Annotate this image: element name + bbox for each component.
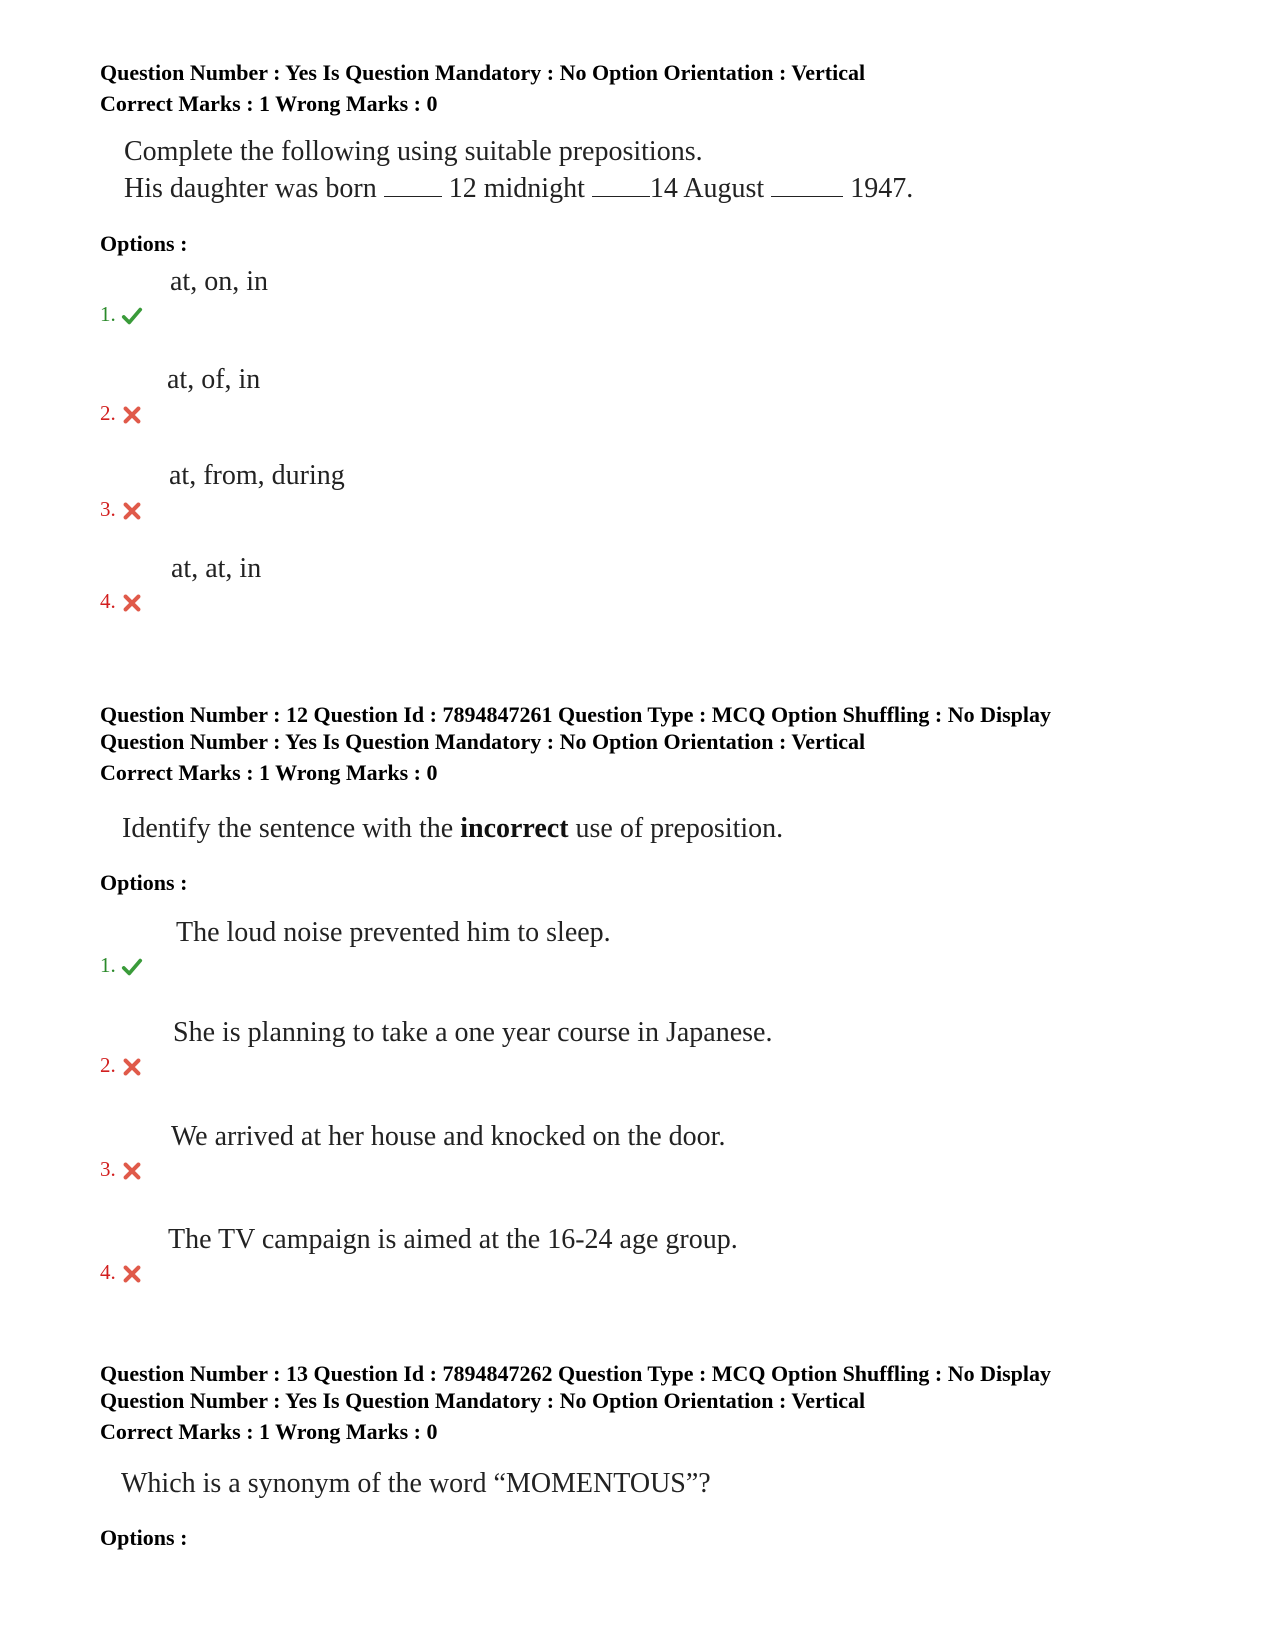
blank-line [771, 172, 843, 197]
q12-option-4-number [100, 1260, 143, 1285]
q11-option-2-number [100, 401, 143, 426]
check-icon [121, 956, 143, 978]
option-number: 2. [100, 1053, 116, 1077]
option-number: 1. [100, 302, 116, 326]
q11-option-4-number [100, 589, 143, 614]
q12-text-bold: incorrect [460, 813, 569, 844]
q11-options-label: Options : [100, 231, 188, 256]
option-number: 3. [100, 1157, 116, 1181]
q11-option-4-text: at, at, in [171, 553, 262, 584]
q12-text-before: Identify the sentence with the [122, 813, 454, 844]
option-number: 3. [100, 497, 116, 521]
q12-option-2-text: She is planning to take a one year course in Japanese. [173, 1017, 773, 1048]
cross-icon [121, 500, 143, 522]
q12-marks-line: Correct Marks : 1 Wrong Marks : 0 [100, 760, 438, 785]
cross-icon [121, 404, 143, 426]
q12-option-2-number [100, 1053, 143, 1078]
q12-option-4-text: The TV campaign is aimed at the 16-24 age group. [168, 1224, 738, 1255]
q11-option-3-number [100, 497, 143, 522]
q11-text-part2: 12 midnight [448, 173, 585, 204]
q12-option-3-text: We arrived at her house and knocked on the door. [171, 1121, 726, 1152]
q11-option-2-text: at, of, in [167, 364, 261, 395]
q12-header-line1: Question Number : 12 Question Id : 7894847261 Question Type : MCQ Option Shuffling : No Display [100, 702, 1052, 727]
q11-option-1-text: at, on, in [170, 266, 268, 297]
cross-icon [121, 592, 143, 614]
q11-text-part3: 14 August [649, 173, 765, 204]
option-number: 1. [100, 953, 116, 977]
option-number: 2. [100, 401, 116, 425]
q12-option-1-number [100, 953, 143, 978]
q11-question-text-line1: Complete the following using suitable prepositions. [124, 136, 703, 167]
q13-header-line1: Question Number : 13 Question Id : 7894847262 Question Type : MCQ Option Shuffling : No Display [100, 1361, 1052, 1386]
q11-question-text-line2 [124, 170, 913, 208]
option-number: 4. [100, 589, 116, 613]
q12-text-after: use of preposition. [575, 813, 784, 844]
q13-header-line2: Question Number : Yes Is Question Mandatory : No Option Orientation : Vertical [100, 1388, 866, 1413]
q11-header-line2: Question Number : Yes Is Question Mandatory : No Option Orientation : Vertical [100, 60, 866, 85]
q13-question-text: Which is a synonym of the word “MOMENTOUS”? [121, 1468, 711, 1499]
q13-marks-line: Correct Marks : 1 Wrong Marks : 0 [100, 1419, 438, 1444]
cross-icon [121, 1160, 143, 1182]
q13-options-label: Options : [100, 1525, 188, 1550]
q11-option-1-number [100, 302, 143, 327]
option-number: 4. [100, 1260, 116, 1284]
q12-options-label: Options : [100, 870, 188, 895]
q11-marks-line: Correct Marks : 1 Wrong Marks : 0 [100, 91, 438, 116]
q12-option-3-number [100, 1157, 143, 1182]
q12-option-1-text: The loud noise prevented him to sleep. [176, 917, 611, 948]
blank-line [384, 172, 442, 197]
q11-option-3-text: at, from, during [169, 460, 345, 491]
q12-question-text [122, 810, 783, 848]
blank-line [592, 172, 650, 197]
q11-text-part4: 1947. [850, 173, 914, 204]
q12-header-line2: Question Number : Yes Is Question Mandatory : No Option Orientation : Vertical [100, 729, 866, 754]
check-icon [121, 305, 143, 327]
cross-icon [121, 1263, 143, 1285]
q11-text-part1: His daughter was born [124, 173, 377, 204]
cross-icon [121, 1056, 143, 1078]
